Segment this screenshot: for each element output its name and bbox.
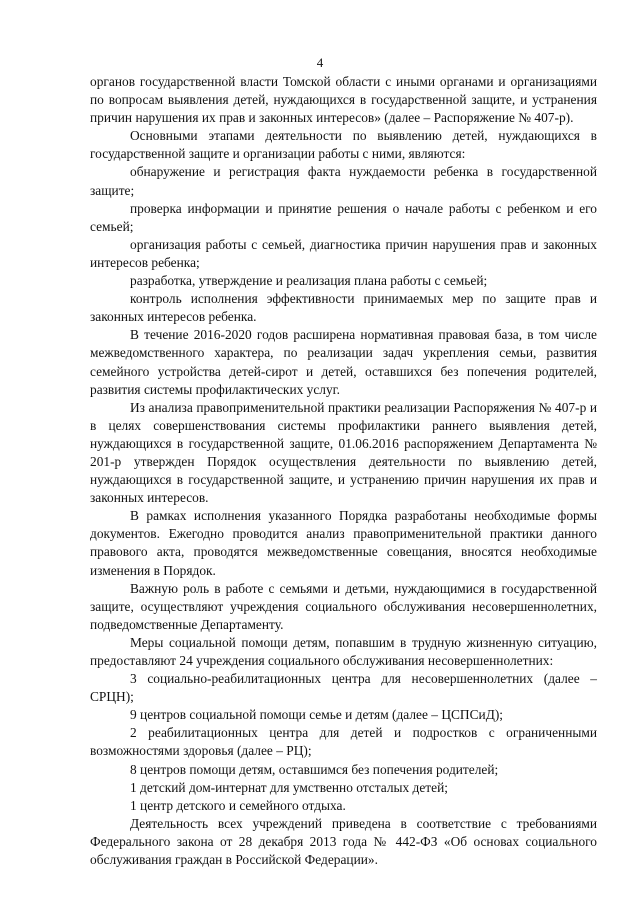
paragraph-9: Из анализа правоприменительной практики реализации Распоряжения № 407-р и в целях совершенствования системы профилактики раннего выявления детей, нуждающихся в государственной защите, 01.06.2016 распоряжением Департамента № 201-р утвержден Порядок осуществления деятельности по выявлению детей, нуждающихся в государственной защите, и устранению причин нарушения их прав и законных интересов. [90, 399, 597, 506]
paragraph-15: 2 реабилитационных центра для детей и подростков с ограниченными возможностями здоровья (далее – РЦ); [90, 725, 597, 759]
paragraph-7: контроль исполнения эффективности принимаемых мер по защите прав и законных интересов ребенка. [90, 291, 597, 325]
paragraph-11: Важную роль в работе с семьями и детьми, нуждающимися в государственной защите, осуществляют учреждения социального обслуживания несовершеннолетних, подведомственные Департаменту. [90, 580, 597, 632]
paragraph-1: органов государственной власти Томской области с иными органами и организациями по вопросам выявления детей, нуждающихся в государственной защите, и устранения причин нарушения их прав и законных интересов» (далее – Распоряжение № 407-р). [90, 74, 597, 126]
paragraph-17: 1 детский дом-интернат для умственно отсталых детей; [130, 779, 448, 795]
paragraph-16: 8 центров помощи детям, оставшимся без попечения родителей; [130, 761, 499, 777]
paragraph-10: В рамках исполнения указанного Порядка разработаны необходимые формы документов. Ежегодно проводится анализ правоприменительной практики данного правового акта, проводятся межведомственные совещания, вносятся необходимые изменения в Порядок. [90, 508, 597, 578]
paragraph-13: 3 социально-реабилитационных центра для несовершеннолетних (далее – СРЦН); [90, 671, 597, 705]
paragraph-14: 9 центров социальной помощи семье и детям (далее – ЦСПСиД); [130, 707, 504, 723]
document-body [90, 73, 597, 869]
paragraph-8: В течение 2016-2020 годов расширена нормативная правовая база, в том числе межведомственного характера, по реализации задач укрепления семьи, развития семейного устройства детей-сирот и детей, оставшихся без попечения родителей, развития системы профилактических услуг. [90, 327, 597, 397]
page-number: 4 [316, 55, 324, 70]
paragraph-12: Меры социальной помощи детям, попавшим в трудную жизненную ситуацию, предоставляют 24 учреждения социального обслуживания несовершеннолетних: [90, 634, 597, 668]
paragraph-3: обнаружение и регистрация факта нуждаемости ребенка в государственной защите; [90, 164, 597, 198]
paragraph-2: Основными этапами деятельности по выявлению детей, нуждающихся в государственной защите и организации работы с ними, являются: [90, 128, 597, 162]
paragraph-6: разработка, утверждение и реализация плана работы с семьей; [130, 273, 488, 289]
paragraph-4: проверка информации и принятие решения о начале работы с ребенком и его семьей; [90, 200, 597, 234]
paragraph-5: организация работы с семьей, диагностика причин нарушения прав и законных интересов ребенка; [90, 236, 597, 270]
paragraph-18: 1 центр детского и семейного отдыха. [130, 797, 346, 813]
paragraph-19: Деятельность всех учреждений приведена в соответствие с требованиями Федерального закона от 28 декабря 2013 года № 442-ФЗ «Об основах социального обслуживания граждан в Российской Федерации». [90, 815, 597, 868]
